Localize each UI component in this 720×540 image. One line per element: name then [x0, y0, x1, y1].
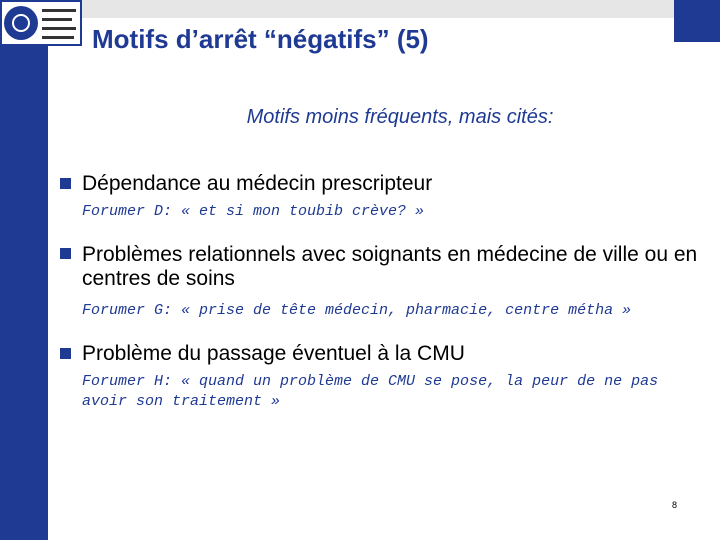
organization-logo — [0, 0, 82, 46]
title-band — [48, 0, 674, 18]
bullet-item-1: Dépendance au médecin prescripteur — [82, 172, 433, 195]
left-accent-bar — [0, 0, 48, 540]
bullet-square-icon — [60, 248, 71, 259]
bullet-quote-3: Forumer H: « quand un problème de CMU se pose, la peur de ne pas avoir son traitement » — [82, 373, 659, 410]
bullet-quote-2: Forumer G: « prise de tête médecin, pharmacie, centre métha » — [82, 302, 632, 319]
page-number: 8 — [672, 500, 678, 510]
bullet-item-2: Problèmes relationnels avec soignants en médecine de ville ou en centres de soins — [82, 243, 698, 290]
slide-title: Motifs d’arrêt “négatifs” (5) — [92, 24, 429, 54]
corner-block — [674, 0, 720, 42]
bullet-item-3: Problème du passage éventuel à la CMU — [82, 342, 465, 365]
bullet-square-icon — [60, 178, 71, 189]
globe-icon — [4, 6, 38, 40]
bullet-quote-1: Forumer D: « et si mon toubib crève? » — [82, 203, 425, 220]
bullet-square-icon — [60, 348, 71, 359]
slide-subtitle: Motifs moins fréquents, mais cités: — [246, 106, 554, 128]
